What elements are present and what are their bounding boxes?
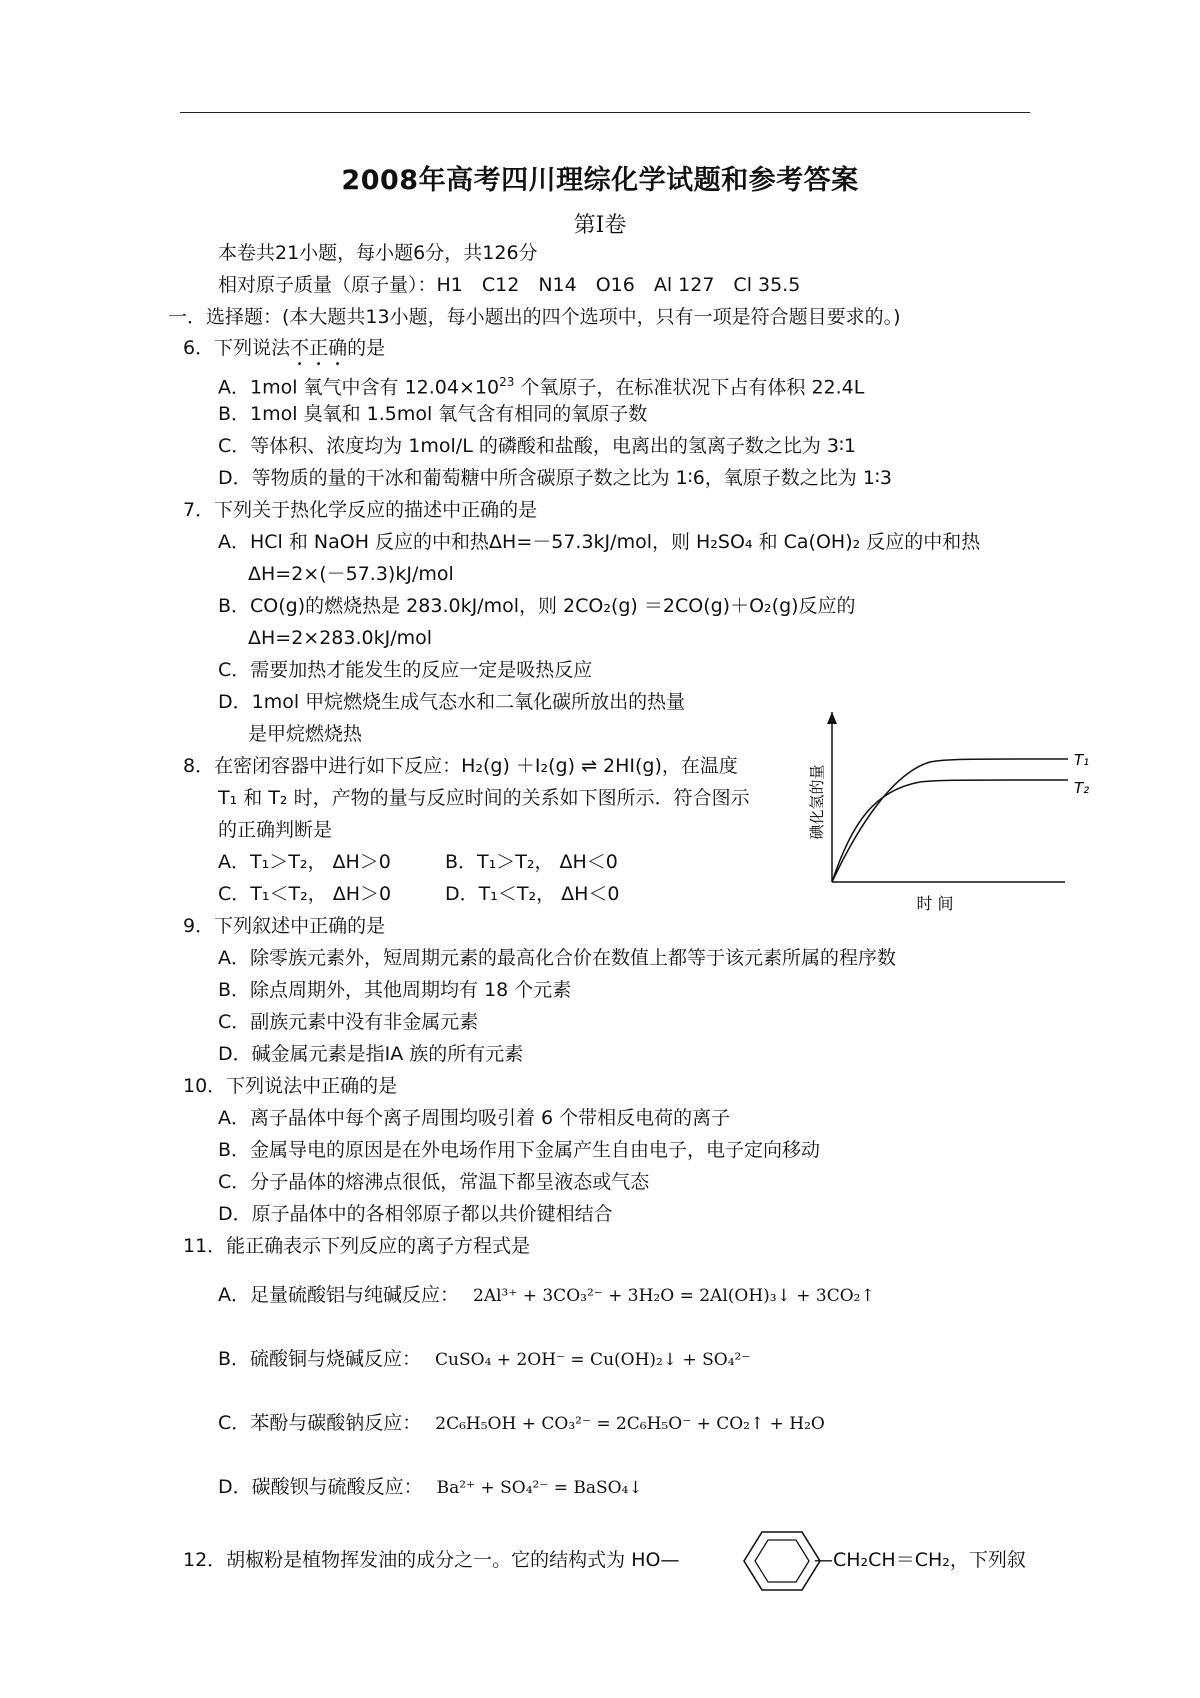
q7-option-b-line2: ΔH=2×283.0kJ/mol xyxy=(248,627,433,649)
q8-stem-line3: 的正确判断是 xyxy=(218,819,333,841)
top-rule xyxy=(180,112,1030,113)
intro-line-2: 相对原子质量（原子量）：H1 C12 N14 O16 Al 127 Cl 35.5 xyxy=(218,274,801,296)
q11-equation-a: 2Al³⁺ + 3CO₃²⁻ + 3H₂O = 2Al(OH)₃↓ + 3CO₂↑ xyxy=(473,1286,875,1306)
graph-x-label: 时 间 xyxy=(916,894,954,913)
q6-stem-emphasis: 不正确 xyxy=(290,337,348,359)
q6-stem: 6．下列说法不正确的是 xyxy=(183,337,386,359)
q10-option-a: A．离子晶体中每个离子周围均吸引着 6 个带相反电荷的离子 xyxy=(218,1107,731,1129)
q7-option-a-line1: A．HCl 和 NaOH 反应的中和热ΔH=－57.3kJ/mol，则 H₂SO₄ 和 Ca(OH)₂ 反应的中和热 xyxy=(218,531,981,553)
q9-option-c: C．副族元素中没有非金属元素 xyxy=(218,1011,479,1033)
q8-stem-line2: T₁ 和 T₂ 时，产物的量与反应时间的关系如下图所示．符合图示 xyxy=(218,787,750,809)
label-t1: T₁ xyxy=(1074,751,1090,769)
q11-equation-d: Ba²⁺ + SO₄²⁻ = BaSO₄↓ xyxy=(436,1478,643,1498)
q9-option-b: B．除点周期外，其他周期均有 18 个元素 xyxy=(218,979,572,1001)
q9-option-a: A．除零族元素外，短周期元素的最高化合价在数值上都等于该元素所属的程序数 xyxy=(218,947,896,969)
curve-t1 xyxy=(832,759,1068,882)
q8-option-a: A．T₁＞T₂， ΔH＞0 xyxy=(218,851,391,873)
graph-y-arrow xyxy=(827,712,837,724)
label-t2: T₂ xyxy=(1074,779,1090,797)
q6-option-b: B．1mol 臭氧和 1.5mol 氧气含有相同的氧原子数 xyxy=(218,403,648,425)
q7-option-d-line1: D．1mol 甲烷燃烧生成气态水和二氧化碳所放出的热量 xyxy=(218,691,686,713)
q8-option-b: B．T₁＞T₂， ΔH＜0 xyxy=(445,851,618,873)
q6-option-d: D．等物质的量的干冰和葡萄糖中所含碳原子数之比为 1∶6，氧原子数之比为 1∶3 xyxy=(218,467,892,489)
q10-option-b: B．金属导电的原因是在外电场作用下金属产生自由电子，电子定向移动 xyxy=(218,1139,821,1161)
q6-option-c: C．等体积、浓度均为 1mol/L 的磷酸和盐酸，电离出的氢离子数之比为 3∶1 xyxy=(218,435,856,457)
volume-heading: 第Ⅰ卷 xyxy=(573,213,627,238)
q12-stem-prefix: 12．胡椒粉是植物挥发油的成分之一。它的结构式为 HO— xyxy=(183,1549,680,1571)
q8-option-d: D．T₁＜T₂， ΔH＜0 xyxy=(445,883,620,905)
q11-option-b: B．硫酸铜与烧碱反应： CuSO₄ + 2OH⁻ = Cu(OH)₂↓ + SO₄²⁻ xyxy=(218,1348,751,1370)
q7-option-d-line2: 是甲烷燃烧热 xyxy=(248,723,363,745)
q8-stem-line1: 8．在密闭容器中进行如下反应：H₂(g) ＋I₂(g) ⇌ 2HI(g)，在温度 xyxy=(183,755,738,777)
q10-stem: 10．下列说法中正确的是 xyxy=(183,1075,398,1097)
section-heading: 一．选择题：(本大题共13小题，每小题出的四个选项中，只有一项是符合题目要求的。) xyxy=(168,306,901,328)
q12-stem-suffix: —CH₂CH＝CH₂，下列叙 xyxy=(814,1549,1026,1571)
q7-option-b-line1: B．CO(g)的燃烧热是 283.0kJ/mol，则 2CO₂(g) ＝2CO(g)＋O₂(g)反应的 xyxy=(218,595,856,617)
q8-graph xyxy=(800,712,1100,924)
q11-option-c: C．苯酚与碳酸钠反应： 2C₆H₅OH + CO₃²⁻ = 2C₆H₅O⁻ + CO₂↑ + H₂O xyxy=(218,1412,825,1434)
q11-equation-c: 2C₆H₅OH + CO₃²⁻ = 2C₆H₅O⁻ + CO₂↑ + H₂O xyxy=(435,1414,825,1434)
q9-stem: 9．下列叙述中正确的是 xyxy=(183,915,386,937)
graph-y-label: 碘化氢的量 xyxy=(808,764,826,840)
q8-option-c: C．T₁＜T₂， ΔH＞0 xyxy=(218,883,392,905)
q10-option-d: D．原子晶体中的各相邻原子都以共价键相结合 xyxy=(218,1203,613,1225)
q7-stem: 7．下列关于热化学反应的描述中正确的是 xyxy=(183,499,538,521)
curve-t2 xyxy=(832,780,1068,882)
q11-option-d: D．碳酸钡与硫酸反应： Ba²⁺ + SO₄²⁻ = BaSO₄↓ xyxy=(218,1476,643,1498)
q7-option-c: C．需要加热才能发生的反应一定是吸热反应 xyxy=(218,659,593,681)
q11-option-a: A．足量硫酸铝与纯碱反应： 2Al³⁺ + 3CO₃²⁻ + 3H₂O = 2Al(OH)₃↓ + 3CO₂↑ xyxy=(218,1284,875,1306)
benzene-ring-icon xyxy=(740,1528,824,1594)
page-title: 2008年高考四川理综化学试题和参考答案 xyxy=(341,165,859,196)
q9-option-d: D．碱金属元素是指ⅠA 族的所有元素 xyxy=(218,1043,524,1065)
q7-option-a-line2: ΔH=2×(－57.3)kJ/mol xyxy=(248,563,454,585)
intro-line-1: 本卷共21小题，每小题6分，共126分 xyxy=(218,242,538,264)
q10-option-c: C．分子晶体的熔沸点很低，常温下都呈液态或气态 xyxy=(218,1171,650,1193)
q11-stem: 11．能正确表示下列反应的离子方程式是 xyxy=(183,1235,531,1257)
q11-equation-b: CuSO₄ + 2OH⁻ = Cu(OH)₂↓ + SO₄²⁻ xyxy=(435,1350,751,1370)
q6-option-a: A．1mol 氧气中含有 $12.04\times 10^{23}$ 个氧原子，在标准状况下占有体积 22.4L xyxy=(218,375,865,399)
